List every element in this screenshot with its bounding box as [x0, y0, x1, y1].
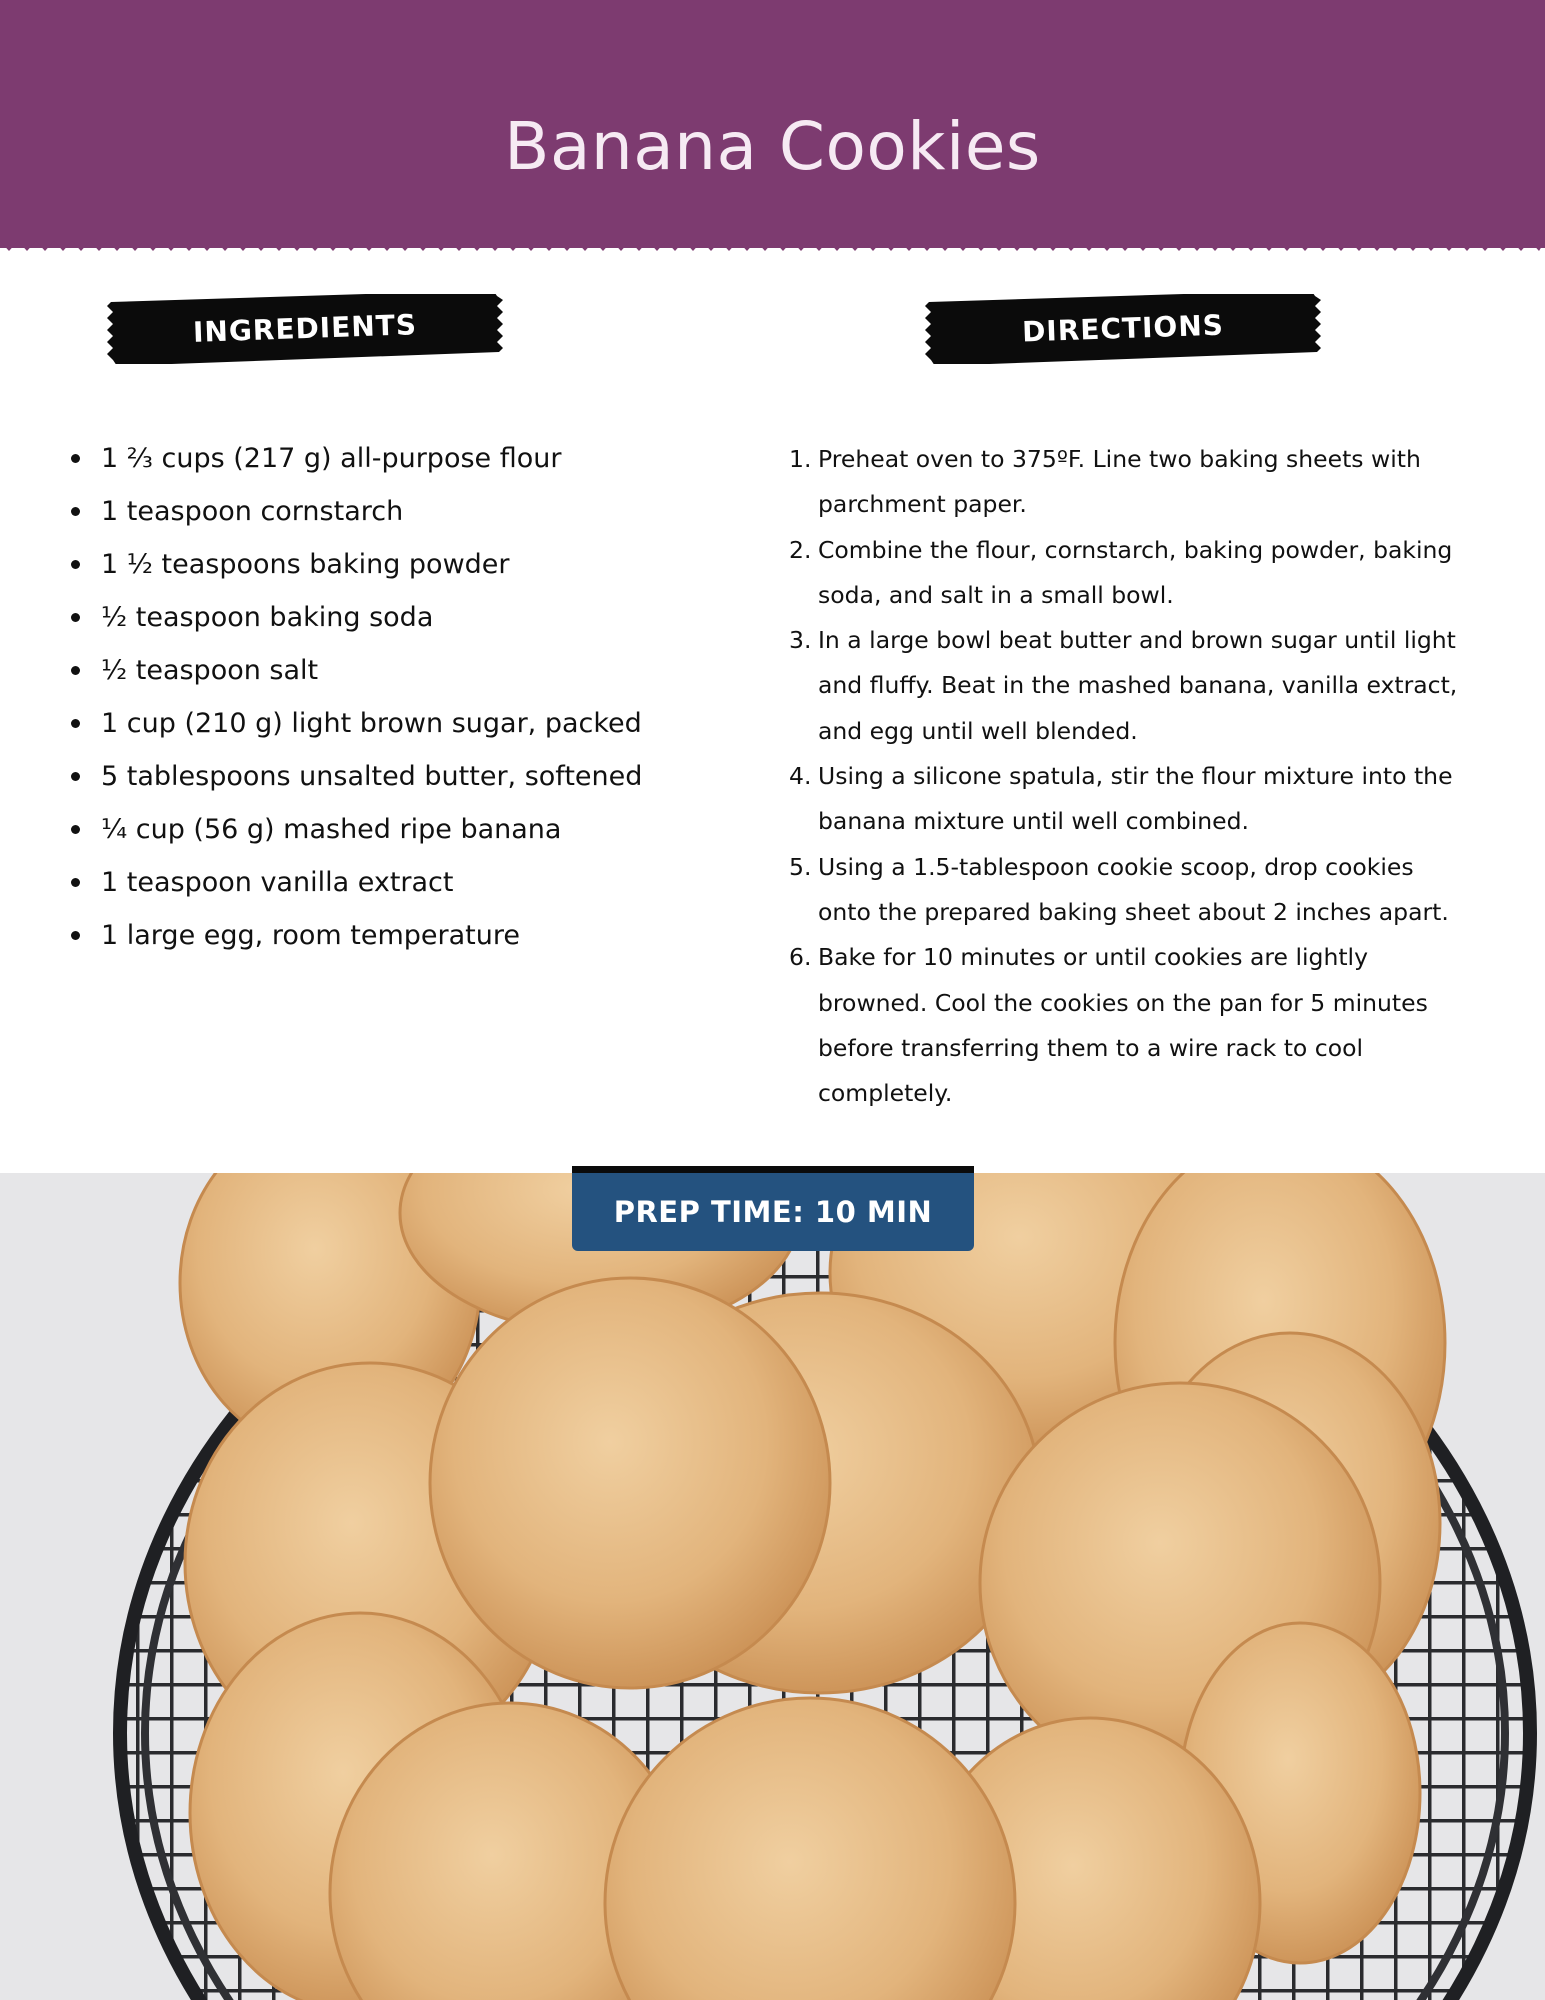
- step-number: 2.: [789, 535, 812, 564]
- step-number: 3.: [789, 626, 812, 655]
- step-line: and egg until well blended.: [818, 716, 1138, 745]
- step-line: browned. Cool the cookies on the pan for 5 minutes: [818, 988, 1428, 1017]
- direction-step: [790, 935, 1490, 1116]
- step-line: In a large bowl beat butter and brown sugar until light: [818, 626, 1456, 655]
- directions-heading-tag: [923, 294, 1323, 364]
- prep-time-badge: [572, 1166, 974, 1251]
- step-line: banana mixture until well combined.: [818, 807, 1249, 836]
- step-number: 4.: [789, 762, 812, 791]
- ingredient-item: [60, 750, 700, 803]
- ingredient-text: 1 cup (210 g) light brown sugar, packed: [101, 708, 642, 739]
- bullet-icon: [71, 772, 80, 781]
- directions-heading: DIRECTIONS: [1021, 308, 1225, 349]
- direction-step: [790, 618, 1490, 754]
- cookies-on-rack-illustration: [0, 1173, 1545, 2000]
- ingredient-item: [60, 591, 700, 644]
- step-line: parchment paper.: [818, 490, 1027, 519]
- title-banner: [0, 0, 1545, 248]
- ingredient-text: 5 tablespoons unsalted butter, softened: [101, 761, 643, 792]
- bullet-icon: [71, 878, 80, 887]
- step-line: Combine the flour, cornstarch, baking powder, baking: [818, 535, 1453, 564]
- step-line: before transferring them to a wire rack to cool: [818, 1033, 1363, 1062]
- step-number: 6.: [789, 943, 812, 972]
- cookies: [180, 1173, 1445, 2000]
- ingredients-heading-tag: [105, 294, 505, 364]
- ingredient-item: [60, 856, 700, 909]
- direction-step: [790, 845, 1490, 936]
- bullet-icon: [71, 931, 80, 940]
- ingredient-item: [60, 803, 700, 856]
- step-line: soda, and salt in a small bowl.: [818, 580, 1174, 609]
- ingredient-text: 1 teaspoon vanilla extract: [101, 867, 454, 898]
- bullet-icon: [71, 825, 80, 834]
- step-line: and fluffy. Beat in the mashed banana, vanilla extract,: [818, 671, 1458, 700]
- step-line: onto the prepared baking sheet about 2 inches apart.: [818, 897, 1449, 926]
- ingredient-item: [60, 909, 700, 962]
- ingredients-list: [60, 432, 700, 962]
- ingredient-item: [60, 697, 700, 750]
- step-number: 5.: [789, 852, 812, 881]
- banner-zigzag-edge: [0, 241, 1545, 257]
- ingredient-text: 1 ½ teaspoons baking powder: [101, 549, 510, 580]
- bullet-icon: [71, 666, 80, 675]
- directions-list: [790, 437, 1490, 1116]
- ingredient-item: [60, 432, 700, 485]
- ingredient-text: ¼ cup (56 g) mashed ripe banana: [101, 814, 562, 845]
- bullet-icon: [71, 613, 80, 622]
- direction-step: [790, 754, 1490, 845]
- step-line: Using a 1.5-tablespoon cookie scoop, drop cookies: [818, 852, 1414, 881]
- ingredient-text: ½ teaspoon salt: [101, 655, 319, 686]
- ingredient-item: [60, 538, 700, 591]
- prep-time-label: PREP TIME: 10 MIN: [613, 1195, 933, 1229]
- recipe-title: Banana Cookies: [504, 108, 1041, 185]
- step-line: Bake for 10 minutes or until cookies are lightly: [818, 943, 1368, 972]
- ingredient-item: [60, 644, 700, 697]
- direction-step: [790, 528, 1490, 619]
- bullet-icon: [71, 454, 80, 463]
- ingredient-text: 1 teaspoon cornstarch: [101, 496, 404, 527]
- step-line: Using a silicone spatula, stir the flour mixture into the: [818, 762, 1453, 791]
- ingredient-text: ½ teaspoon baking soda: [101, 602, 434, 633]
- direction-step: [790, 437, 1490, 528]
- step-line: Preheat oven to 375ºF. Line two baking sheets with: [818, 445, 1421, 473]
- step-number: 1.: [789, 445, 812, 473]
- bullet-icon: [71, 507, 80, 516]
- bullet-icon: [71, 560, 80, 569]
- cookies-photo: [0, 1173, 1545, 2000]
- ingredients-heading: INGREDIENTS: [192, 308, 418, 349]
- step-line: completely.: [818, 1079, 953, 1108]
- ingredient-item: [60, 485, 700, 538]
- ingredient-text: 1 large egg, room temperature: [101, 920, 520, 951]
- ingredient-text: 1 ⅔ cups (217 g) all-purpose flour: [101, 443, 562, 474]
- bullet-icon: [71, 719, 80, 728]
